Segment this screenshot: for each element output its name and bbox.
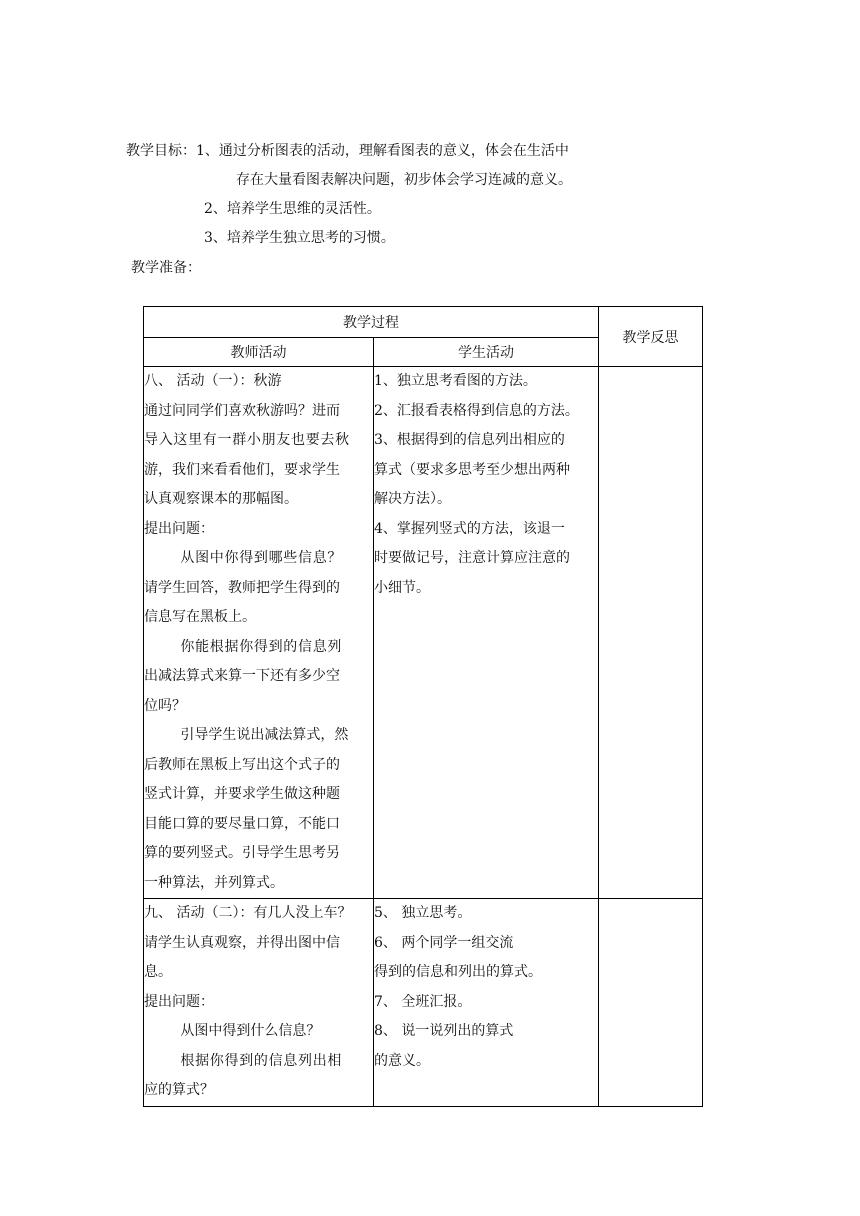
student-line: 4、掌握列竖式的方法，该退一 (374, 520, 565, 537)
teacher-line: 一种算法，并列算式。 (144, 874, 284, 891)
teacher-line: 应的算式？ (144, 1082, 214, 1098)
reflection-cell (599, 367, 703, 899)
header-reflection: 教学反思 (599, 307, 703, 367)
reflection-cell (599, 899, 703, 1107)
table-header-row (144, 307, 703, 338)
teacher-line: 从图中得到什么信息？ (180, 1023, 321, 1039)
teacher-line: 位吗？ (144, 697, 186, 714)
student-line: 5、 独立思考。 (374, 905, 472, 921)
teacher-line: 息。 (144, 964, 172, 980)
teacher-activity-cell (144, 899, 374, 1107)
student-line: 的意义。 (374, 1052, 430, 1069)
teacher-line: 游，我们来看看他们，要求学生 (144, 461, 340, 478)
table-row (144, 899, 703, 1107)
teacher-line: 根据你得到的信息列出相 (180, 1052, 343, 1069)
objective-3: 3、培养学生独立思考的习惯。 (204, 230, 395, 246)
teacher-line: 算的要列竖式。引导学生思考另 (144, 845, 340, 861)
objectives-line-1 (126, 141, 569, 161)
objectives-label: 教学目标： (126, 143, 196, 159)
student-line: 7、 全班汇报。 (374, 993, 472, 1010)
teacher-activity-cell (144, 367, 374, 899)
header-teacher: 教师活动 (144, 338, 374, 367)
lesson-plan-table (143, 306, 703, 1107)
preparation-label: 教学准备： (131, 260, 201, 276)
header-process: 教学过程 (144, 307, 599, 338)
teacher-line: 信息写在黑板上。 (144, 609, 256, 625)
table-row (144, 367, 703, 899)
teacher-line: 导入这里有一群小朋友也要去秋 (144, 432, 350, 448)
teacher-line: 引导学生说出减法算式，然 (180, 727, 349, 743)
student-line: 3、根据得到的信息列出相应的 (374, 432, 565, 448)
teacher-line: 竖式计算，并要求学生做这种题 (144, 786, 340, 802)
teacher-line: 请学生回答，教师把学生得到的 (144, 579, 340, 596)
student-line: 2、汇报看表格得到信息的方法。 (374, 402, 579, 419)
student-line: 得到的信息和列出的算式。 (374, 964, 542, 980)
teacher-line: 后教师在黑板上写出这个式子的 (144, 756, 340, 773)
teacher-line: 目能口算的要尽量口算，不能口 (144, 815, 340, 832)
objective-1-continued: 存在大量看图表解决问题，初步体会学习连减的意义。 (236, 172, 572, 188)
student-line: 8、 说一说列出的算式 (374, 1023, 514, 1039)
teacher-line: 通过问同学们喜欢秋游吗？进而 (144, 402, 340, 419)
teacher-line: 从图中你得到哪些信息？ (180, 550, 343, 566)
teacher-line: 八、 活动（一）：秋游 (144, 373, 282, 389)
student-line: 算式（要求多思考至少想出两种 (374, 461, 570, 478)
teacher-line: 请学生认真观察，并得出图中信 (144, 934, 340, 951)
teacher-line: 出减法算式来算一下还有多少空 (144, 668, 340, 684)
teacher-line: 九、 活动（二）：有几人没上车？ (144, 905, 352, 921)
teacher-line: 你能根据你得到的信息列 (180, 638, 343, 655)
teacher-line: 提出问题： (144, 520, 214, 537)
teacher-line: 认真观察课本的那幅图。 (144, 491, 298, 507)
student-line: 6、 两个同学一组交流 (374, 934, 514, 951)
student-line: 时要做记号，注意计算应注意的 (374, 550, 570, 566)
teacher-line: 提出问题： (144, 993, 214, 1010)
student-line: 小细节。 (374, 579, 430, 596)
student-line: 解决方法）。 (374, 491, 451, 507)
student-activity-cell (374, 899, 599, 1107)
objective-2: 2、培养学生思维的灵活性。 (204, 201, 381, 217)
student-activity-cell (374, 367, 599, 899)
student-line: 1、独立思考看图的方法。 (374, 373, 537, 389)
objective-1: 1、通过分析图表的活动，理解看图表的意义，体会在生活中 (196, 143, 569, 159)
header-student: 学生活动 (374, 338, 599, 367)
